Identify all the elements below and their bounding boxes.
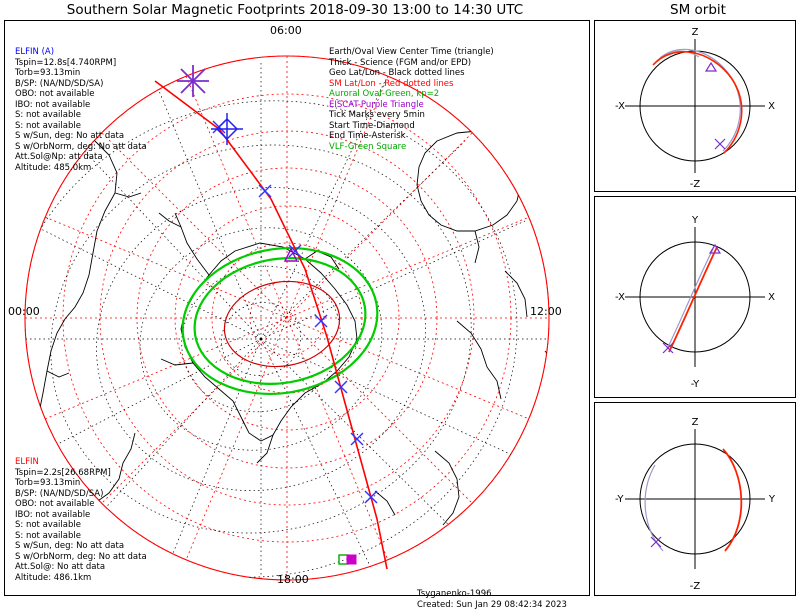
auroral-oval bbox=[171, 233, 389, 409]
track-tick-marks bbox=[213, 121, 377, 503]
legend-line-9: VLF-Green Square bbox=[329, 141, 407, 152]
mlt-label-18: 18:00 bbox=[277, 573, 309, 586]
legend-line-4: Auroral Oval-Green, kp=2 bbox=[329, 89, 440, 99]
probe-b-line-5: S: not available bbox=[15, 520, 81, 530]
probe-b-line-9: Att.Sol@: No att data bbox=[15, 562, 106, 572]
probe-a-line-7: S w/Sun, deg: No att data bbox=[15, 131, 125, 141]
svg-text:-Y: -Y bbox=[690, 379, 700, 390]
auroral-oval-inner bbox=[218, 273, 347, 376]
svg-text:X: X bbox=[768, 292, 775, 303]
svg-text:-Y: -Y bbox=[615, 494, 624, 505]
probe-b-line-10: Altitude: 486.1km bbox=[15, 572, 92, 583]
legend-line-0: Earth/Oval View Center Time (triangle) bbox=[329, 47, 494, 57]
svg-text:Y: Y bbox=[691, 215, 699, 226]
orbit-zy-svg bbox=[595, 403, 795, 595]
probe-b-line-3: OBO: not available bbox=[15, 499, 95, 509]
probe-b-line-1: Torb=93.13min bbox=[15, 478, 81, 488]
svg-text:-Z: -Z bbox=[689, 581, 701, 592]
start-time-asterisk bbox=[177, 65, 209, 97]
probe-a-line-1: Torb=93.13min bbox=[15, 68, 81, 78]
orbit-panel-yx bbox=[594, 196, 796, 398]
probe-a-line-5: S: not available bbox=[15, 110, 81, 120]
legend-line-6: Tick Marks every 5min bbox=[329, 110, 425, 120]
main-plot-panel bbox=[4, 20, 590, 610]
legend-line-7: Start Time-Diamond bbox=[329, 120, 415, 131]
probe-a-name: ELFIN (A) bbox=[15, 47, 55, 57]
legend-block bbox=[329, 47, 494, 152]
probe-b-line-2: B/SP: (NA/ND/SD/SA) bbox=[15, 488, 104, 499]
svg-text:Y: Y bbox=[768, 494, 775, 505]
probe-a-line-8: S w/OrbNorm, deg: No att data bbox=[15, 141, 147, 152]
eiscat-marker bbox=[347, 555, 356, 564]
probe-a-line-2: B/SP: (NA/ND/SD/SA) bbox=[15, 78, 104, 89]
probe-b-name: ELFIN bbox=[15, 457, 39, 467]
svg-text:-X: -X bbox=[615, 292, 625, 303]
orbit-zx-svg bbox=[595, 21, 795, 191]
svg-text:X: X bbox=[768, 101, 775, 112]
svg-text:-Z: -Z bbox=[689, 179, 701, 190]
legend-line-8: End Time-Asterisk bbox=[329, 131, 406, 141]
probe-a-line-0: Tspin=12.8s[4.740RPM] bbox=[15, 57, 117, 68]
legend-line-2: Geo Lat/Lon - Black dotted lines bbox=[329, 68, 465, 78]
probe-a-line-6: S: not available bbox=[15, 120, 81, 131]
mlt-label-12: 12:00 bbox=[530, 305, 562, 318]
probe-b-line-8: S w/OrbNorm, deg: No att data bbox=[15, 551, 147, 562]
probe-a-line-3: OBO: not available bbox=[15, 89, 95, 99]
svg-text:-X: -X bbox=[615, 101, 625, 112]
end-time-diamond bbox=[211, 113, 243, 145]
orbit-yx-svg bbox=[595, 197, 795, 397]
mlt-label-00: 00:00 bbox=[8, 305, 40, 318]
page-title: Southern Solar Magnetic Footprints 2018-09-30 13:00 to 14:30 UTC bbox=[66, 2, 524, 18]
orbit-panel-zy bbox=[594, 402, 796, 596]
probe-b-info bbox=[15, 457, 147, 583]
probe-b-line-4: IBO: not available bbox=[15, 509, 91, 520]
probe-b-line-0: Tspin=2.2s[26.68RPM] bbox=[15, 467, 111, 478]
legend-line-5: EISCAT-Purple Triangle bbox=[329, 99, 424, 110]
probe-a-line-10: Altitude: 485.0km bbox=[15, 162, 92, 173]
probe-a-info bbox=[15, 47, 147, 173]
mlt-label-06: 06:00 bbox=[270, 24, 302, 37]
svg-text:Z: Z bbox=[691, 417, 699, 428]
probe-a-line-4: IBO: not available bbox=[15, 99, 91, 110]
orbit-panel-title: SM orbit bbox=[670, 2, 726, 18]
orbit-panel-zx bbox=[594, 20, 796, 192]
svg-text:Z: Z bbox=[691, 27, 699, 38]
probe-a-line-9: Att.Sol@Np: att data bbox=[15, 152, 103, 162]
footprint-track bbox=[155, 81, 387, 569]
legend-line-1: Thick - Science (FGM and/or EPD) bbox=[329, 57, 472, 68]
model-label: Tsyganenko-1996 bbox=[417, 589, 492, 599]
created-label: Created: Sun Jan 29 08:42:34 2023 bbox=[417, 599, 567, 610]
legend-line-3: SM Lat/Lon - Red dotted lines bbox=[329, 78, 454, 89]
probe-b-line-6: S: not available bbox=[15, 530, 81, 541]
probe-b-line-7: S w/Sun, deg: No att data bbox=[15, 541, 125, 551]
